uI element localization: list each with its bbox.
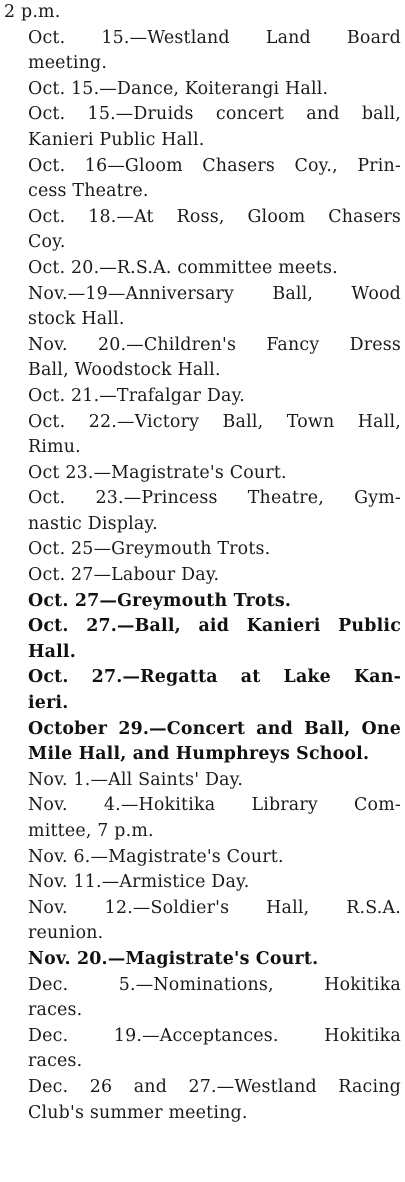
event-entry: [4, 717, 401, 768]
event-entry: [4, 0, 401, 26]
event-entry: [4, 793, 401, 844]
event-entry: [4, 154, 401, 205]
event-entry: [4, 589, 401, 615]
event-entry: [4, 205, 401, 256]
event-line: ieri.: [28, 693, 69, 714]
event-line: 2 p.m.: [4, 2, 61, 22]
event-line: Oct. 18.—At Ross, Gloom Chasers: [28, 206, 401, 227]
event-entry: [4, 896, 401, 947]
event-entry: [4, 282, 401, 333]
event-entry: [4, 870, 401, 896]
event-entry: [4, 1075, 401, 1126]
event-entry: [4, 1024, 401, 1075]
event-line: Oct. 20.—R.S.A. committee meets.: [28, 257, 338, 278]
event-entry: [4, 537, 401, 563]
event-line: Hall.: [28, 641, 76, 662]
event-entry: [4, 845, 401, 871]
event-line: mittee, 7 p.m.: [28, 821, 154, 841]
event-entry: [4, 26, 401, 77]
event-line: nastic Display.: [28, 513, 158, 534]
event-line: Oct. 15.—Dance, Koiterangi Hall.: [28, 78, 329, 99]
event-line: meeting.: [28, 53, 108, 74]
event-line: Oct. 27.—Ball, aid Kanieri Public: [28, 616, 401, 637]
event-line: stock Hall.: [28, 309, 125, 330]
event-entry: [4, 384, 401, 410]
event-entry: [4, 947, 401, 973]
event-line: Dec. 26 and 27.—Westland Racing: [28, 1076, 401, 1097]
event-line: Oct. 27.—Regatta at Lake Kan-: [28, 667, 401, 688]
event-line: Nov. 6.—Magistrate's Court.: [28, 846, 284, 867]
event-entry: [4, 410, 401, 461]
event-entry: [4, 333, 401, 384]
event-line: Kanieri Public Hall.: [28, 129, 205, 150]
event-line: Nov. 1.—All Saints' Day.: [28, 769, 244, 790]
event-entry: [4, 768, 401, 794]
event-line: Club's summer meeting.: [28, 1102, 248, 1123]
event-entry: [4, 77, 401, 103]
event-line: Dec. 19.—Acceptances. Hokitika: [28, 1025, 401, 1046]
event-entry: [4, 973, 401, 1024]
event-line: Oct 23.—Magistrate's Court.: [28, 462, 287, 483]
events-column: [4, 0, 401, 1126]
event-entry: [4, 102, 401, 153]
event-entry: [4, 614, 401, 665]
event-line: Oct. 22.—Victory Ball, Town Hall,: [28, 411, 401, 432]
event-line: cess Theatre.: [28, 181, 149, 202]
event-entry: [4, 256, 401, 282]
event-line: Nov. 4.—Hokitika Library Com-: [28, 795, 401, 816]
event-line: Coy.: [28, 232, 66, 253]
event-entry: [4, 461, 401, 487]
event-line: Oct. 16—Gloom Chasers Coy., Prin-: [28, 155, 401, 176]
event-line: Oct. 15.—Druids concert and ball,: [28, 104, 401, 125]
event-line: Nov. 20.—Magistrate's Court.: [28, 948, 319, 969]
event-line: Nov. 12.—Soldier's Hall, R.S.A.: [28, 897, 401, 918]
event-line: Oct. 27—Labour Day.: [28, 565, 220, 586]
event-line: Ball, Woodstock Hall.: [28, 360, 221, 381]
event-line: October 29.—Concert and Ball, One: [28, 718, 401, 739]
event-entry: [4, 486, 401, 537]
event-entry: [4, 563, 401, 589]
event-line: Oct. 23.—Princess Theatre, Gym-: [28, 488, 401, 509]
event-line: Oct. 15.—Westland Land Board: [28, 27, 401, 48]
event-line: Nov. 20.—Children's Fancy Dress: [28, 334, 401, 355]
event-line: races.: [28, 1000, 83, 1021]
event-line: Nov.—19—Anniversary Ball, Wood: [28, 283, 401, 304]
event-entry: [4, 665, 401, 716]
event-line: Oct. 21.—Trafalgar Day.: [28, 385, 246, 406]
event-line: Oct. 27—Greymouth Trots.: [28, 590, 292, 611]
event-line: Mile Hall, and Humphreys School.: [28, 744, 370, 765]
event-line: Nov. 11.—Armistice Day.: [28, 872, 250, 893]
event-line: races.: [28, 1051, 83, 1072]
event-line: Dec. 5.—Nominations, Hokitika: [28, 974, 401, 995]
event-line: reunion.: [28, 923, 104, 944]
event-line: Oct. 25—Greymouth Trots.: [28, 539, 271, 560]
event-line: Rimu.: [28, 437, 81, 458]
